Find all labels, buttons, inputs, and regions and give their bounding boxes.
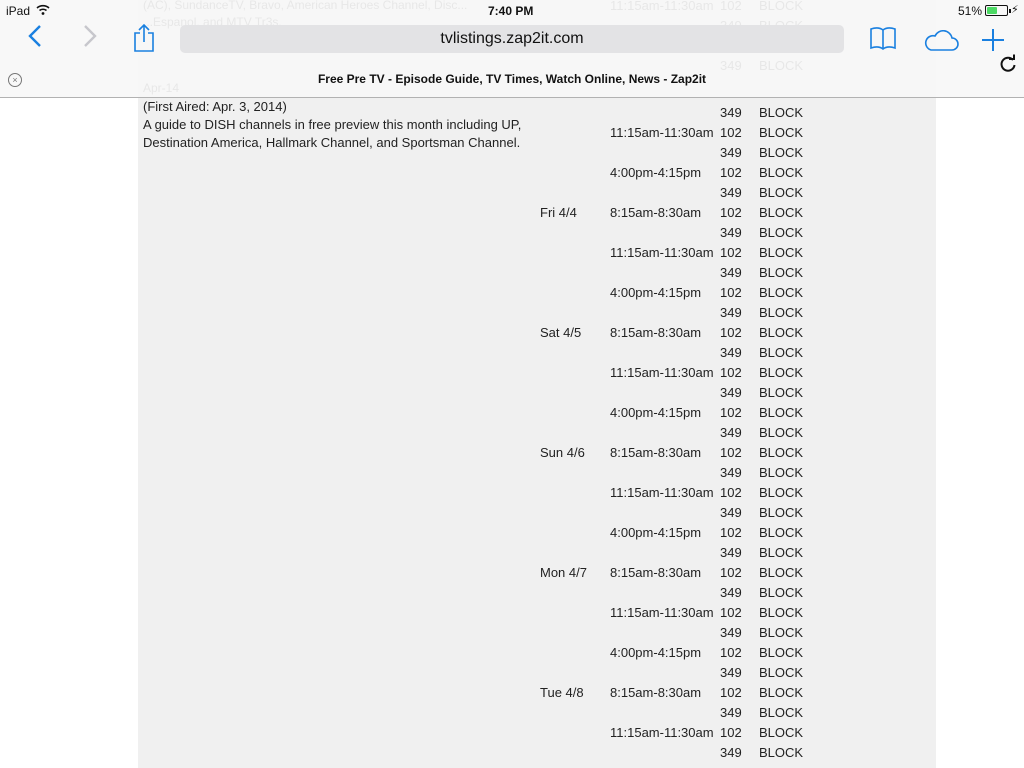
schedule-row [0,563,900,583]
block-status: BLOCK [759,145,804,160]
channel-number: 349 [720,505,742,520]
block-status: BLOCK [759,285,804,300]
channel-number: 349 [720,305,742,320]
time-slot: 11:15am-11:30am [610,245,714,260]
block-status: BLOCK [759,365,804,380]
share-button[interactable] [133,23,155,53]
time-slot: 8:15am-8:30am [610,445,702,460]
schedule-row [0,503,900,523]
block-status: BLOCK [759,345,804,360]
schedule-row [0,743,900,763]
block-status: BLOCK [759,705,804,720]
block-status: BLOCK [759,485,804,500]
forward-button[interactable] [83,24,97,54]
block-status: BLOCK [759,425,804,440]
schedule-row [0,423,900,443]
wifi-icon [36,4,50,18]
battery-percentage: 51% [958,4,983,18]
channel-number: 349 [720,105,742,120]
time-slot: 11:15am-11:30am [610,605,714,620]
block-status: BLOCK [759,625,804,640]
schedule-row [0,623,900,643]
schedule-row [0,243,900,263]
time-slot: 4:00pm-4:15pm [610,645,702,660]
channel-number: 102 [720,405,742,420]
channel-number: 349 [720,625,742,640]
book-icon [870,26,896,50]
schedule-row [0,463,900,483]
device-name: iPad [6,4,31,18]
close-tab-icon[interactable]: × [8,73,22,87]
time-slot: 8:15am-8:30am [610,685,702,700]
channel-number: 102 [720,445,742,460]
block-status: BLOCK [759,725,804,740]
time-slot: 11:15am-11:30am [610,125,714,140]
schedule-row [0,363,900,383]
schedule-row [0,383,900,403]
channel-number: 102 [720,325,742,340]
channel-number: 349 [720,585,742,600]
time-slot: 8:15am-8:30am [610,325,702,340]
block-status: BLOCK [759,385,804,400]
block-status: BLOCK [759,125,804,140]
block-status: BLOCK [759,565,804,580]
block-status: BLOCK [759,645,804,660]
schedule-row [0,323,900,343]
block-status: BLOCK [759,325,804,340]
schedule-row [0,183,900,203]
day-label: Sat 4/5 [540,325,582,340]
block-status: BLOCK [759,205,804,220]
schedule-row [0,523,900,543]
back-button[interactable] [28,24,42,54]
time-slot: 4:00pm-4:15pm [610,285,702,300]
schedule-row [0,103,900,123]
browser-toolbar [0,0,1024,98]
status-time: 7:40 PM [488,4,534,18]
block-status: BLOCK [759,185,804,200]
tab-title: Free Pre TV - Episode Guide, TV Times, Watch Online, News - Zap2it [317,72,707,86]
time-slot: 4:00pm-4:15pm [610,525,702,540]
schedule-row [0,203,900,223]
channel-number: 349 [720,425,742,440]
schedule-row [0,263,900,283]
share-icon [133,23,155,53]
block-status: BLOCK [759,405,804,420]
first-aired-date: (First Aired: Apr. 3, 2014) [143,99,287,114]
block-status: BLOCK [759,745,804,760]
channel-number: 102 [720,485,742,500]
channel-number: 349 [720,745,742,760]
schedule-row [0,603,900,623]
plus-icon [981,28,1005,52]
channel-number: 102 [720,525,742,540]
block-status: BLOCK [759,105,804,120]
channel-number: 102 [720,365,742,380]
schedule-row [0,143,900,163]
time-slot: 4:00pm-4:15pm [610,165,702,180]
time-slot: 8:15am-8:30am [610,205,702,220]
schedule-row [0,703,900,723]
schedule-row [0,343,900,363]
time-slot: 11:15am-11:30am [610,485,714,500]
block-status: BLOCK [759,525,804,540]
time-slot: 11:15am-11:30am [610,365,714,380]
channel-number: 349 [720,665,742,680]
block-status: BLOCK [759,465,804,480]
block-status: BLOCK [759,445,804,460]
cloud-icon [923,30,959,52]
battery-icon [985,5,1008,16]
icloud-tabs-button[interactable] [923,28,959,50]
block-status: BLOCK [759,685,804,700]
block-status: BLOCK [759,585,804,600]
schedule-row [0,163,900,183]
block-status: BLOCK [759,305,804,320]
schedule-row [0,723,900,743]
time-slot: 11:15am-11:30am [610,725,714,740]
schedule-row [0,583,900,603]
block-status: BLOCK [759,165,804,180]
schedule-row [0,443,900,463]
channel-number: 349 [720,185,742,200]
day-label: Sun 4/6 [540,445,585,460]
channel-number: 349 [720,225,742,240]
new-tab-button[interactable] [981,22,1005,58]
channel-number: 349 [720,705,742,720]
channel-number: 349 [720,345,742,360]
schedule-row [0,283,900,303]
schedule-row [0,683,900,703]
block-status: BLOCK [759,265,804,280]
time-slot: 8:15am-8:30am [610,565,702,580]
channel-number: 349 [720,265,742,280]
schedule-row [0,643,900,663]
time-slot: 4:00pm-4:15pm [610,405,702,420]
block-status: BLOCK [759,505,804,520]
schedule-row [0,543,900,563]
schedule-row [0,483,900,503]
block-status: BLOCK [759,665,804,680]
schedule-row [0,303,900,323]
block-status: BLOCK [759,225,804,240]
charging-bolt-icon: ⚡ [1011,4,1019,16]
channel-number: 102 [720,205,742,220]
channel-number: 349 [720,385,742,400]
channel-number: 102 [720,725,742,740]
day-label: Tue 4/8 [540,685,584,700]
episode-description: A guide to DISH channels in free preview this month including UP, Destination America, Hallmark Channel, and Sportsman Channel. [143,117,522,150]
day-label: Fri 4/4 [540,205,577,220]
schedule-row [0,223,900,243]
battery-level-fill [987,7,997,14]
channel-number: 349 [720,545,742,560]
schedule-row [0,663,900,683]
block-status: BLOCK [759,605,804,620]
schedule-row [0,403,900,423]
block-status: BLOCK [759,545,804,560]
address-bar[interactable] [180,25,844,53]
status-bar [0,0,1024,22]
bookmarks-button[interactable] [870,26,896,50]
day-label: Mon 4/7 [540,565,587,580]
channel-number: 102 [720,565,742,580]
channel-number: 102 [720,165,742,180]
channel-number: 349 [720,145,742,160]
channel-number: 102 [720,645,742,660]
channel-number: 102 [720,125,742,140]
channel-number: 349 [720,465,742,480]
url-text[interactable]: tvlistings.zap2it.com [440,30,584,47]
channel-number: 102 [720,685,742,700]
channel-number: 102 [720,605,742,620]
block-status: BLOCK [759,245,804,260]
channel-number: 102 [720,245,742,260]
schedule-row [0,123,900,143]
channel-number: 102 [720,285,742,300]
